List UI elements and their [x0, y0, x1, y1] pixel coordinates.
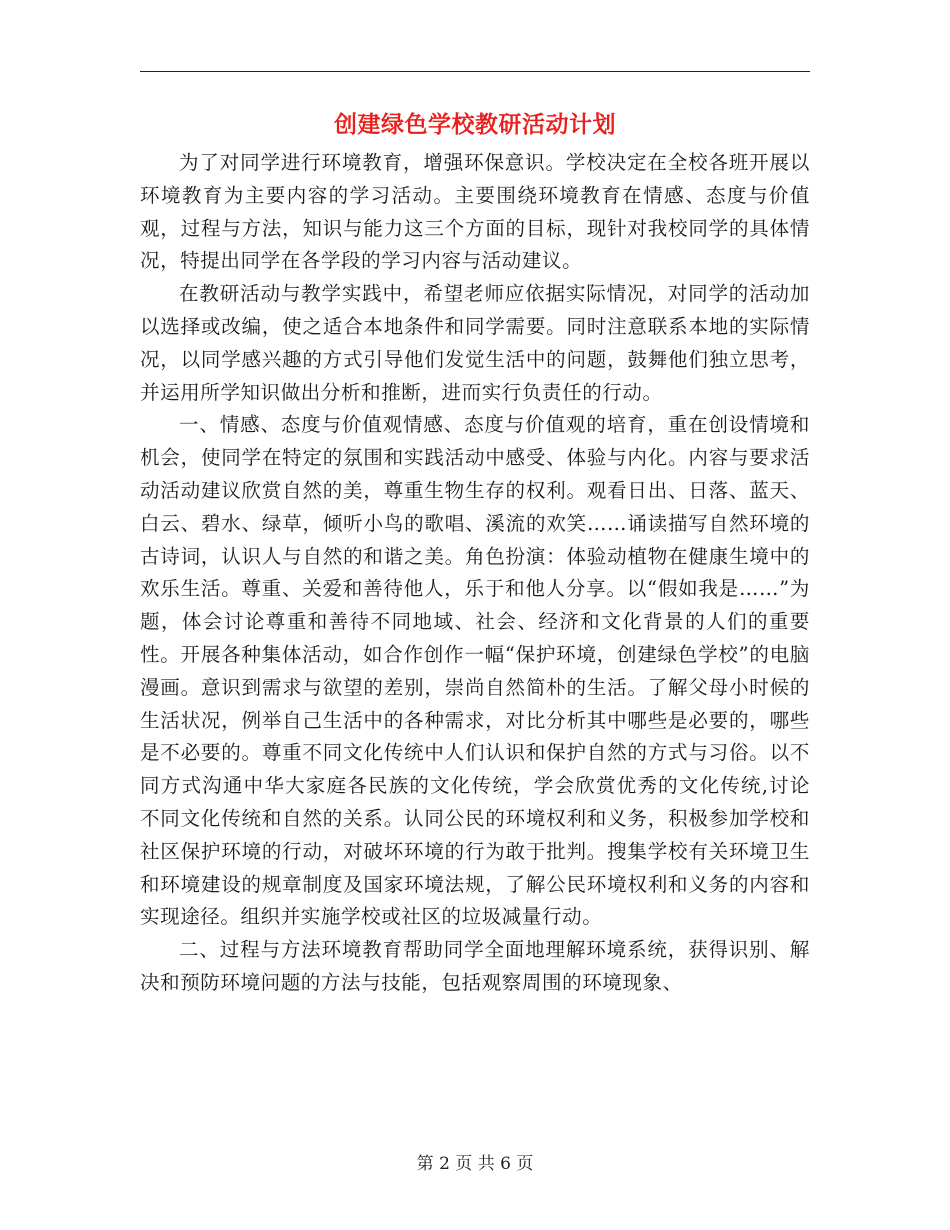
paragraph-section-two: 二、过程与方法环境教育帮助同学全面地理解环境系统，获得识别、解决和预防环境问题的方法与技能，包括观察周围的环境现象、 — [140, 938, 810, 994]
paragraph-intro: 为了对同学进行环境教育，增强环保意识。学校决定在全校各班开展以环境教育为主要内容的学习活动。主要围绕环境教育在情感、态度与价值观，过程与方法，知识与能力这三个方面的目标，现针对我校同学的具体情况，特提出同学在各学段的学习内容与活动建议。 — [140, 151, 810, 273]
page-footer: 第 2 页 共 6 页 — [416, 1154, 534, 1174]
document-title: 创建绿色学校教研活动计划 — [334, 111, 616, 138]
header-rule — [140, 71, 810, 72]
paragraph-practice: 在教研活动与教学实践中，希望老师应依据实际情况，对同学的活动加以选择或改编，使之适合本地条件和同学需要。同时注意联系本地的实际情况，以同学感兴趣的方式引导他们发觉生活中的问题，鼓舞他们独立思考，并运用所学知识做出分析和推断，进而实行负责任的行动。 — [140, 282, 810, 404]
paragraph-section-one: 一、情感、态度与价值观情感、态度与价值观的培育，重在创设情境和机会，使同学在特定的氛围和实践活动中感受、体验与内化。内容与要求活动活动建议欣赏自然的美，尊重生物生存的权利。观看日出、日落、蓝天、白云、碧水、绿草，倾听小鸟的歌唱、溪流的欢笑……诵读描写自然环境的古诗词，认识人与自然的和谐之美。角色扮演：体验动植物在健康生境中的欢乐生活。尊重、关爱和善待他人，乐于和他人分享。以“假如我是……”为题，体会讨论尊重和善待不同地域、社会、经济和文化背景的人们的重要性。开展各种集体活动，如合作创作一幅“保护环境，创建绿色学校”的电脑漫画。意识到需求与欲望的差别，崇尚自然简朴的生活。了解父母小时候的生活状况，例举自己生活中的各种需求，对比分析其中哪些是必要的，哪些是不必要的。尊重不同文化传统中人们认识和保护自然的方式与习俗。以不同方式沟通中华大家庭各民族的文化传统，学会欣赏优秀的文化传统,讨论不同文化传统和自然的关系。认同公民的环境权利和义务，积极参加学校和社区保护环境的行动，对破坏环境的行为敢于批判。搜集学校有关环境卫生和环境建设的规章制度及国家环境法规，了解公民环境权利和义务的内容和实现途径。组织并实施学校或社区的垃圾减量行动。 — [140, 413, 810, 929]
document-body — [140, 147, 810, 1000]
